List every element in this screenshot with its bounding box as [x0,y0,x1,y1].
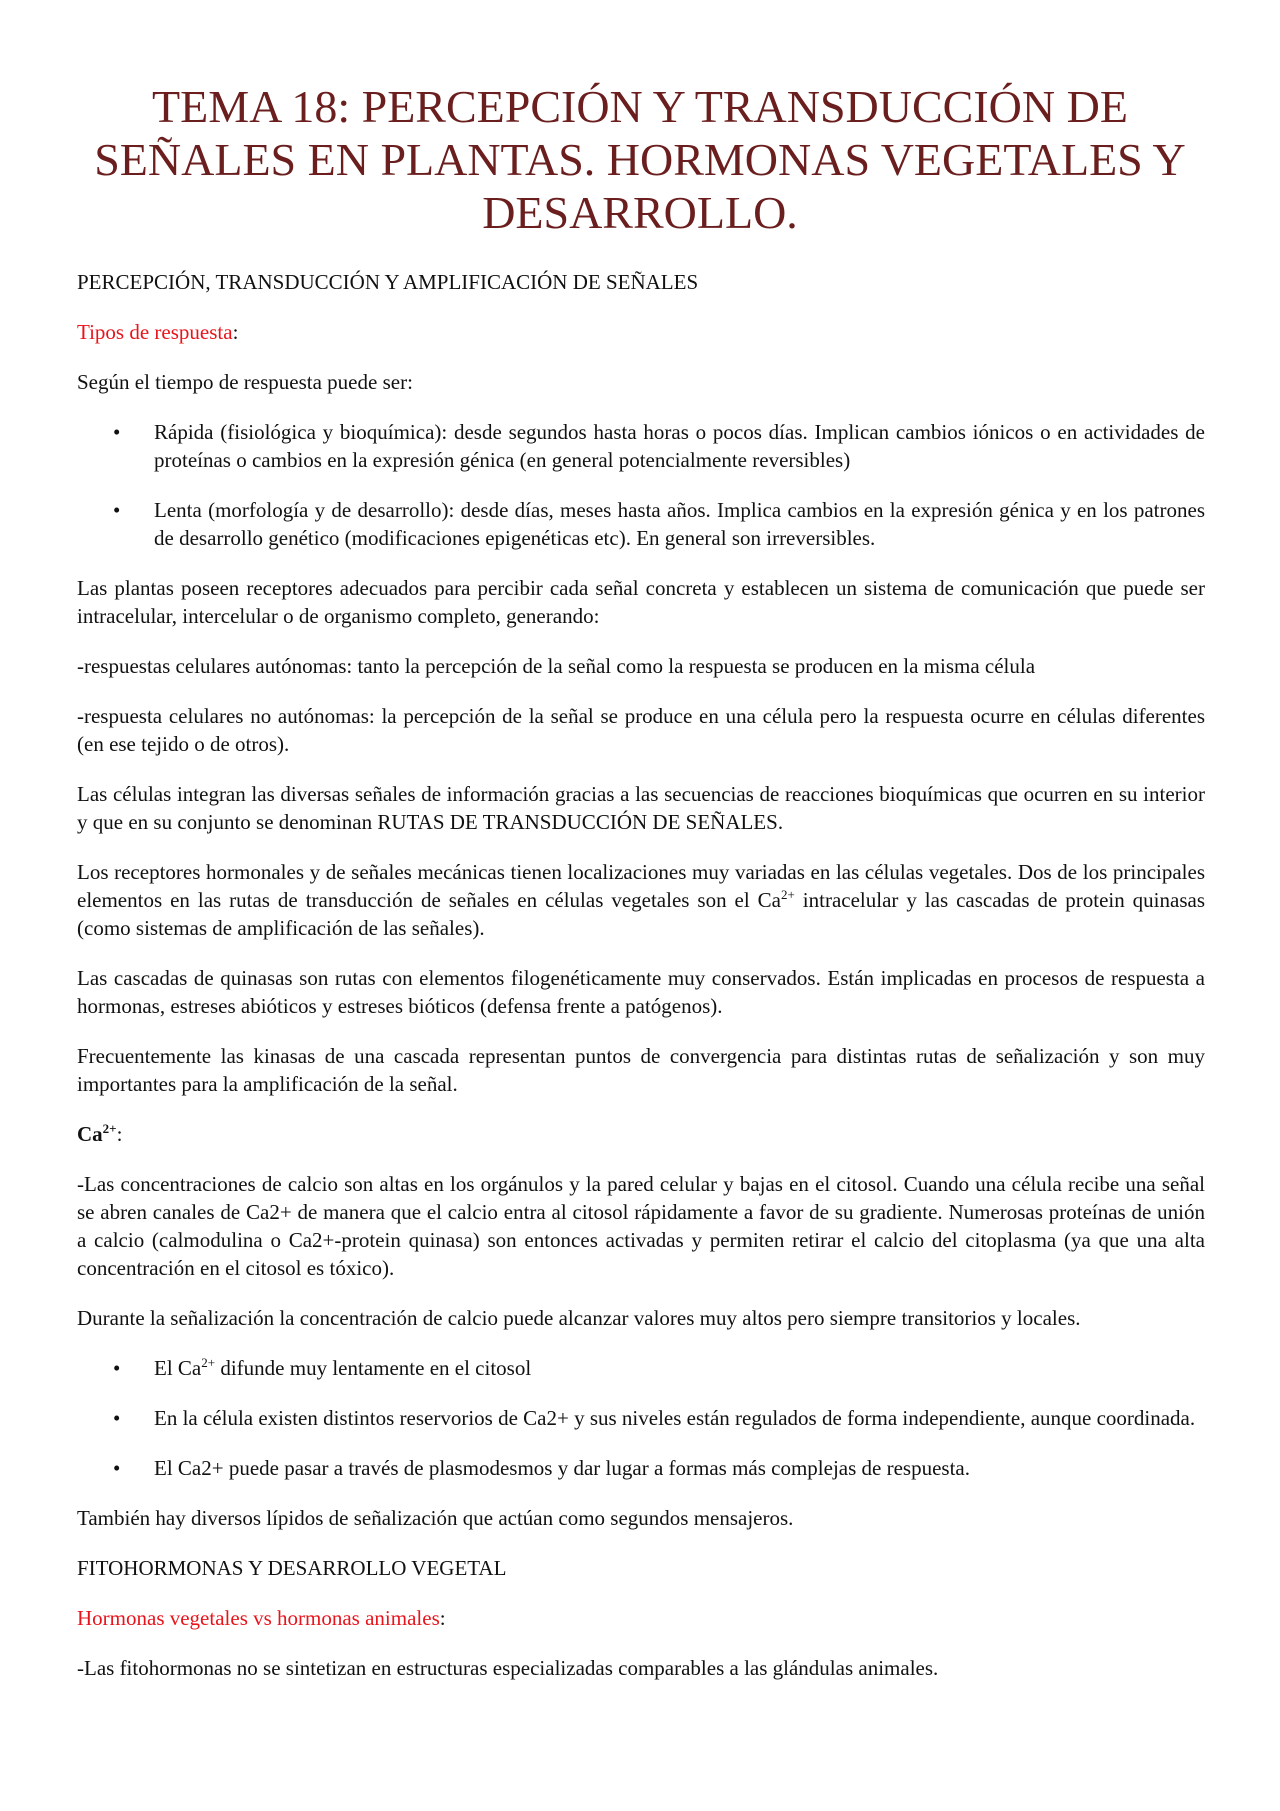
bullet-icon: • [113,1406,121,1430]
list-item: • El $Ca^{2+}$ difunde muy lentamente en el citosol [113,1355,532,1380]
bullet-icon: • [113,1356,121,1380]
calcium-list [77,1354,1205,1482]
document-body [77,268,1205,1704]
paragraph: También hay diversos lípidos de señalización que actúan como segundos mensajeros. [77,1506,794,1530]
section-heading-phytohormones: FITOHORMONAS Y DESARROLLO VEGETAL [77,1556,507,1580]
section-heading-perception: PERCEPCIÓN, TRANSDUCCIÓN Y AMPLIFICACIÓN DE SEÑALES [77,270,699,294]
paragraph: Las células integran las diversas señales de información gracias a las secuencias de reacciones bioquímicas que ocurren en su interior y que en su conjunto se denominan RUTAS DE TRANSDUCCIÓN DE SEÑALES. [77,782,1205,834]
paragraph: -respuestas celulares autónomas: tanto la percepción de la señal como la respuesta se producen en la misma célula [77,654,1036,678]
hormonas-line: Hormonas vegetales vs hormonas animales: [77,1606,446,1630]
paragraph: Los receptores hormonales y de señales mecánicas tienen localizaciones muy variadas en las células vegetales. Dos de los principales elementos en las rutas de transducción de señales en células vegetales son el $Ca^{2+}$ intracelular y las cascadas de protein quinasas (como sistemas de amplificación de las señales). [77,860,1206,940]
list-item: • Rápida (fisiológica y bioquímica): desde segundos hasta horas o pocos días. Implican cambios iónicos o en actividades de proteínas o cambios en la expresión génica (en general potencialmente reversibles) [113,420,1205,472]
bullet-icon: • [113,1456,121,1480]
paragraph: Las cascadas de quinasas son rutas con elementos filogenéticamente muy conservados. Están implicadas en procesos de respuesta a hormonas, estreses abióticos y estreses bióticos (defensa frente a patógenos). [77,966,1205,1018]
list-item: • Lenta (morfología y de desarrollo): desde días, meses hasta años. Implica cambios en la expresión génica y en los patrones de desarrollo genético (modificaciones epigenéticas etc). En general son irreversibles. [113,498,1205,550]
paragraph: Frecuentemente las kinasas de una cascada representan puntos de convergencia para distintas rutas de señalización y son muy importantes para la amplificación de la señal. [77,1044,1205,1096]
page-title: TEMA 18: PERCEPCIÓN Y TRANSDUCCIÓN DE SEÑALES EN PLANTAS. HORMONAS VEGETALES Y DESARROLLO. [94,81,1186,238]
bullet-icon: • [113,498,121,522]
calcium-heading: $Ca^{2+}$: [77,1121,123,1146]
paragraph: Durante la señalización la concentración de calcio puede alcanzar valores muy altos pero siempre transitorios y locales. [77,1306,1081,1330]
tipos-respuesta-line: Tipos de respuesta: [77,320,239,344]
paragraph: -Las fitohormonas no se sintetizan en estructuras especializadas comparables a las glándulas animales. [77,1656,939,1680]
paragraph: Las plantas poseen receptores adecuados para percibir cada señal concreta y establecen un sistema de comunicación que puede ser intracelular, intercelular o de organismo completo, generando: [77,576,1205,628]
tipos-respuesta-label: Tipos de respuesta [77,320,233,344]
list-item: • El Ca2+ puede pasar a través de plasmodesmos y dar lugar a formas más complejas de respuesta. [113,1456,970,1480]
paragraph: Según el tiempo de respuesta puede ser: [77,370,413,394]
paragraph: -respuesta celulares no autónomas: la percepción de la señal se produce en una célula pero la respuesta ocurre en células diferentes (en ese tejido o de otros). [77,704,1205,756]
response-types-list [77,418,1205,552]
list-item: • En la célula existen distintos reservorios de Ca2+ y sus niveles están regulados de forma independiente, aunque coordinada. [113,1406,1196,1430]
hormonas-label: Hormonas vegetales vs hormonas animales [77,1606,440,1630]
bullet-icon: • [113,420,121,444]
paragraph: -Las concentraciones de calcio son altas en los orgánulos y la pared celular y bajas en el citosol. Cuando una célula recibe una señal se abren canales de Ca2+ de manera que el calcio entra al citosol rápidamente a favor de su gradiente. Numerosas proteínas de unión a calcio (calmodulina o Ca2+-protein quinasa) son entonces activadas y permiten retirar el calcio del citoplasma (ya que una alta concentración en el citosol es tóxico). [77,1172,1205,1280]
